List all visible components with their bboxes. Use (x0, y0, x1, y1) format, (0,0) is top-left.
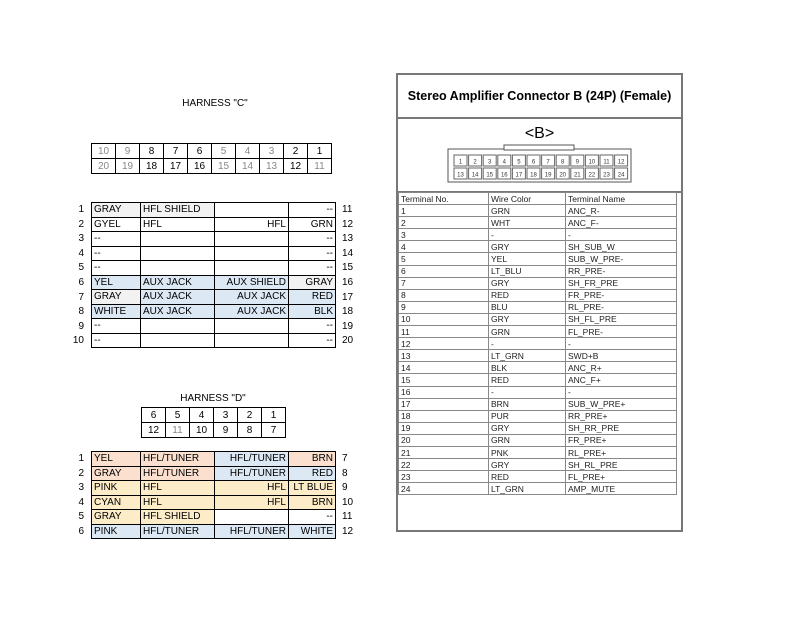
harness-d-pin-grid (141, 407, 286, 438)
wire-color-cell: RED (489, 374, 566, 386)
function-cell: HFL (141, 481, 215, 496)
terminal-name-cell: RL_PRE- (566, 301, 677, 313)
wire-color-cell: RED (289, 290, 336, 305)
harness-row-number-right: 12 (342, 526, 354, 537)
pin-cell: 4 (190, 408, 214, 423)
terminal-no-cell: 10 (399, 313, 489, 325)
pin-cell: 2 (238, 408, 262, 423)
function-cell: AUX JACK (141, 275, 215, 290)
harness-row-number-left: 3 (78, 233, 84, 245)
terminal-name-cell: FL_PRE- (566, 326, 677, 338)
harness-row-number-right: 7 (342, 453, 348, 464)
harness-row-number-right: 8 (342, 467, 348, 479)
harness-row-number-right: 18 (342, 306, 354, 318)
terminal-name-cell: FL_PRE+ (566, 471, 677, 483)
terminal-name-cell: ANC_F+ (566, 374, 677, 386)
connector-pin-label: 19 (544, 172, 552, 179)
terminal-name-cell: RR_PRE- (566, 265, 677, 277)
harness-row-number-left: 3 (78, 482, 84, 494)
harness-c-pins-top (92, 144, 332, 159)
wire-color-cell: GRY (489, 422, 566, 434)
wire-color-cell: -- (289, 246, 336, 261)
wire-color-cell: - (489, 229, 566, 241)
function-cell: AUX SHIELD (215, 275, 289, 290)
harness-row-number-left: 4 (78, 496, 84, 508)
terminal-no-cell: 5 (399, 253, 489, 265)
terminal-name-cell: FR_PRE- (566, 289, 677, 301)
terminal-name-cell: FR_PRE+ (566, 434, 677, 446)
pin-cell: 18 (140, 159, 164, 174)
pin-cell: 5 (166, 408, 190, 423)
connector-pin-label: 21 (573, 172, 581, 179)
wire-color-cell: - (489, 338, 566, 350)
pin-cell: 20 (92, 159, 116, 174)
wire-color-cell: GRN (289, 217, 336, 232)
wire-color-cell: -- (289, 333, 336, 348)
table-row (399, 446, 677, 458)
function-cell (215, 333, 289, 348)
header-wire-color: Wire Color (489, 193, 566, 205)
table-row (399, 398, 677, 410)
terminal-no-cell: 3 (399, 229, 489, 241)
harness-row-number-left: 4 (78, 247, 84, 259)
wire-color-cell: PNK (489, 446, 566, 458)
wire-color-cell: WHT (489, 217, 566, 229)
harness-row-number-left: 9 (78, 320, 84, 332)
table-row (399, 410, 677, 422)
function-cell (215, 510, 289, 525)
wire-color-cell: BLK (289, 304, 336, 319)
connector-pin-label: 4 (502, 159, 506, 166)
connector-pin-label: 14 (471, 172, 479, 179)
harness-row-number-right: 9 (342, 482, 348, 494)
terminal-name-cell: SH_RL_PRE (566, 459, 677, 471)
header-terminal-no: Terminal No. (399, 193, 489, 205)
harness-row-number-left: 1 (78, 204, 84, 215)
function-cell: HFL/TUNER (141, 524, 215, 539)
harness-row-number-right: 20 (342, 335, 354, 347)
terminal-no-cell: 17 (399, 398, 489, 410)
header-terminal-name: Terminal Name (566, 193, 677, 205)
wire-color-cell: YEL (92, 452, 141, 467)
pin-cell: 2 (284, 144, 308, 159)
pin-cell: 11 (166, 423, 190, 438)
harness-row-number-right: 12 (342, 218, 354, 230)
pin-cell: 5 (212, 144, 236, 159)
wire-color-cell: -- (289, 232, 336, 247)
connector-b-title: Stereo Amplifier Connector B (24P) (Female) (398, 75, 681, 119)
wire-color-cell: RED (489, 289, 566, 301)
wire-color-cell: GYEL (92, 217, 141, 232)
table-row (399, 338, 677, 350)
function-cell (141, 261, 215, 276)
terminal-table-header (399, 193, 677, 205)
wire-color-cell: -- (289, 203, 336, 218)
harness-row-number-left: 10 (72, 335, 84, 347)
table-row (399, 241, 677, 253)
function-cell: HFL SHIELD (141, 510, 215, 525)
wire-color-cell: LT_GRN (489, 483, 566, 495)
table-row (92, 319, 336, 334)
connector-pin-label: 18 (530, 172, 537, 179)
table-row (92, 452, 336, 467)
table-row (92, 290, 336, 305)
wire-color-cell: GRAY (92, 510, 141, 525)
table-row (92, 510, 336, 525)
pin-cell: 15 (212, 159, 236, 174)
harness-c-pins-bottom (92, 159, 332, 174)
function-cell (141, 333, 215, 348)
wire-color-cell: GRAY (92, 203, 141, 218)
wire-color-cell: -- (289, 261, 336, 276)
wire-color-cell: BRN (289, 452, 336, 467)
wire-color-cell: CYAN (92, 495, 141, 510)
connector-pin-label: 20 (559, 172, 567, 179)
function-cell: HFL (215, 495, 289, 510)
harness-row-number-left: 6 (78, 526, 84, 537)
terminal-name-cell: AMP_MUTE (566, 483, 677, 495)
harness-row-number-right: 17 (342, 291, 354, 303)
wire-color-cell: GRAY (92, 290, 141, 305)
terminal-no-cell: 15 (399, 374, 489, 386)
table-row (92, 203, 336, 218)
wire-color-cell: BLK (489, 362, 566, 374)
pin-cell: 12 (142, 423, 166, 438)
table-row (399, 205, 677, 217)
terminal-name-cell: - (566, 338, 677, 350)
connector-pin-label: 5 (517, 159, 521, 166)
table-row (399, 277, 677, 289)
table-row (399, 253, 677, 265)
harness-d-title: HARNESS "D" (180, 393, 246, 404)
wire-color-cell: -- (289, 510, 336, 525)
function-cell: HFL/TUNER (215, 466, 289, 481)
table-row (399, 350, 677, 362)
pin-cell: 1 (262, 408, 286, 423)
table-row (399, 313, 677, 325)
function-cell: HFL (215, 481, 289, 496)
connector-pin-label: 24 (617, 172, 625, 179)
function-cell: HFL SHIELD (141, 203, 215, 218)
terminal-name-cell: ANC_F- (566, 217, 677, 229)
terminal-no-cell: 14 (399, 362, 489, 374)
connector-b-panel (396, 73, 683, 532)
wire-color-cell: -- (92, 261, 141, 276)
harness-row-number-left: 5 (78, 511, 84, 523)
connector-pin-label: 22 (588, 172, 596, 179)
harness-c-title: HARNESS "C" (182, 98, 248, 109)
harness-row-number-right: 16 (342, 277, 354, 288)
harness-row-number-left: 8 (78, 306, 84, 318)
table-row (92, 217, 336, 232)
harness-row-number-right: 15 (342, 262, 354, 274)
connector-pin-label: 23 (603, 172, 610, 179)
wire-color-cell: LT_GRN (489, 350, 566, 362)
table-row (399, 289, 677, 301)
harness-row-number-right: 10 (342, 496, 354, 508)
table-row (399, 434, 677, 446)
wire-color-cell: PUR (489, 410, 566, 422)
wire-color-cell: -- (92, 232, 141, 247)
wire-color-cell: GRY (489, 313, 566, 325)
connector-pin-label: 7 (546, 159, 550, 166)
terminal-no-cell: 22 (399, 459, 489, 471)
wire-color-cell: GRY (489, 277, 566, 289)
wire-color-cell: WHITE (92, 304, 141, 319)
pin-cell: 17 (164, 159, 188, 174)
connector-pin-label: 11 (603, 159, 610, 166)
wire-color-cell: GRY (489, 459, 566, 471)
table-row (92, 246, 336, 261)
table-row (399, 265, 677, 277)
pin-cell: 8 (140, 144, 164, 159)
terminal-name-cell: SUB_W_PRE- (566, 253, 677, 265)
table-row (399, 301, 677, 313)
table-row (399, 217, 677, 229)
harness-d-pins-bottom (142, 423, 286, 438)
pin-cell: 9 (214, 423, 238, 438)
pin-cell: 7 (262, 423, 286, 438)
wire-color-cell: GRN (489, 326, 566, 338)
connector-b-label: <B> (524, 125, 555, 142)
harness-grid (91, 451, 336, 539)
table-row (92, 232, 336, 247)
terminal-no-cell: 8 (399, 289, 489, 301)
terminal-name-cell: ANC_R- (566, 205, 677, 217)
terminal-no-cell: 6 (399, 265, 489, 277)
table-row (92, 333, 336, 348)
function-cell (141, 232, 215, 247)
wire-color-cell: GRAY (289, 275, 336, 290)
function-cell: AUX JACK (215, 290, 289, 305)
pin-cell: 3 (214, 408, 238, 423)
function-cell: HFL (215, 217, 289, 232)
table-row (399, 374, 677, 386)
function-cell: AUX JACK (141, 290, 215, 305)
pin-cell: 6 (142, 408, 166, 423)
wire-color-cell: GRN (489, 434, 566, 446)
wire-color-cell: PINK (92, 481, 141, 496)
terminal-no-cell: 7 (399, 277, 489, 289)
harness-row-number-right: 14 (342, 247, 354, 259)
harness-row-number-left: 2 (78, 218, 84, 230)
harness-row-number-right: 13 (342, 233, 354, 245)
function-cell (215, 203, 289, 218)
table-row (399, 459, 677, 471)
pin-cell: 1 (308, 144, 332, 159)
connector-pin-label: 1 (458, 159, 463, 166)
connector-pin-label: 12 (617, 159, 625, 166)
pin-cell: 14 (236, 159, 260, 174)
wire-color-cell: GRN (489, 205, 566, 217)
wire-color-cell: -- (92, 319, 141, 334)
function-cell (215, 319, 289, 334)
terminal-no-cell: 12 (399, 338, 489, 350)
table-row (399, 229, 677, 241)
connector-pin-label: 2 (473, 159, 477, 166)
wire-color-cell: PINK (92, 524, 141, 539)
wire-color-cell: BLU (489, 301, 566, 313)
harness-row-number-left: 5 (78, 262, 84, 274)
pin-cell: 11 (308, 159, 332, 174)
terminal-name-cell: SH_FL_PRE (566, 313, 677, 325)
function-cell (215, 232, 289, 247)
connector-pin-label: 15 (486, 172, 494, 179)
pin-cell: 9 (116, 144, 140, 159)
connector-pin-label: 13 (457, 172, 464, 179)
pin-cell: 8 (238, 423, 262, 438)
terminal-no-cell: 2 (399, 217, 489, 229)
harness-c-pin-grid (91, 143, 332, 174)
wire-color-cell: BRN (489, 398, 566, 410)
wire-color-cell: WHITE (289, 524, 336, 539)
table-row (399, 483, 677, 495)
table-row (399, 386, 677, 398)
terminal-name-cell: SH_SUB_W (566, 241, 677, 253)
function-cell: HFL (141, 217, 215, 232)
pin-cell: 6 (188, 144, 212, 159)
table-row (92, 304, 336, 319)
table-row (92, 275, 336, 290)
terminal-name-cell: - (566, 386, 677, 398)
terminal-no-cell: 18 (399, 410, 489, 422)
table-row (92, 495, 336, 510)
connector-b-diagram (398, 119, 681, 193)
wire-color-cell: GRY (489, 241, 566, 253)
harness-grid (91, 202, 336, 348)
pin-cell: 7 (164, 144, 188, 159)
wire-color-cell: YEL (489, 253, 566, 265)
wire-color-cell: - (489, 386, 566, 398)
terminal-name-cell: RR_PRE+ (566, 410, 677, 422)
connector-pin-label: 16 (500, 172, 508, 179)
function-cell: HFL/TUNER (215, 452, 289, 467)
wire-color-cell: GRAY (92, 466, 141, 481)
harness-row-number-right: 19 (342, 320, 354, 332)
table-row (92, 466, 336, 481)
connector-b-terminal-table (398, 192, 677, 495)
wire-color-cell: -- (92, 246, 141, 261)
function-cell (215, 246, 289, 261)
connector-pin-label: 9 (575, 159, 579, 166)
function-cell: HFL/TUNER (215, 524, 289, 539)
connector-pin-label: 3 (488, 159, 492, 166)
terminal-no-cell: 4 (399, 241, 489, 253)
pin-cell: 16 (188, 159, 212, 174)
pin-cell: 3 (260, 144, 284, 159)
table-row (92, 524, 336, 539)
terminal-no-cell: 13 (399, 350, 489, 362)
function-cell: HFL/TUNER (141, 452, 215, 467)
terminal-no-cell: 23 (399, 471, 489, 483)
terminal-no-cell: 20 (399, 434, 489, 446)
pin-cell: 4 (236, 144, 260, 159)
wire-color-cell: YEL (92, 275, 141, 290)
wire-color-cell: BRN (289, 495, 336, 510)
terminal-name-cell: - (566, 229, 677, 241)
harness-row-number-left: 6 (78, 277, 84, 288)
function-cell (141, 319, 215, 334)
terminal-name-cell: ANC_R+ (566, 362, 677, 374)
wire-color-cell: LT_BLU (489, 265, 566, 277)
terminal-name-cell: SH_RR_PRE (566, 422, 677, 434)
harness-row-number-left: 2 (78, 467, 84, 479)
terminal-no-cell: 19 (399, 422, 489, 434)
function-cell: HFL/TUNER (141, 466, 215, 481)
function-cell: AUX JACK (141, 304, 215, 319)
terminal-no-cell: 11 (399, 326, 489, 338)
pin-cell: 12 (284, 159, 308, 174)
terminal-no-cell: 16 (399, 386, 489, 398)
terminal-name-cell: RL_PRE+ (566, 446, 677, 458)
harness-row-number-left: 7 (78, 291, 84, 303)
wire-color-cell: RED (289, 466, 336, 481)
connector-pin-label: 8 (561, 159, 565, 166)
pin-cell: 10 (190, 423, 214, 438)
pin-cell: 13 (260, 159, 284, 174)
harness-row-number-right: 11 (342, 204, 353, 215)
pin-cell: 10 (92, 144, 116, 159)
function-cell: AUX JACK (215, 304, 289, 319)
table-row (399, 362, 677, 374)
table-row (92, 481, 336, 496)
table-row (399, 471, 677, 483)
terminal-name-cell: SUB_W_PRE+ (566, 398, 677, 410)
table-row (399, 326, 677, 338)
terminal-name-cell: SWD+B (566, 350, 677, 362)
harness-row-number-right: 11 (342, 511, 353, 523)
function-cell (141, 246, 215, 261)
terminal-no-cell: 9 (399, 301, 489, 313)
connector-pin-label: 10 (588, 159, 596, 166)
terminal-no-cell: 1 (399, 205, 489, 217)
terminal-no-cell: 24 (399, 483, 489, 495)
terminal-name-cell: SH_FR_PRE (566, 277, 677, 289)
table-row (399, 422, 677, 434)
harness-row-number-left: 1 (78, 453, 84, 464)
wire-color-cell: -- (289, 319, 336, 334)
harness-d-pins-top (142, 408, 286, 423)
pin-cell: 19 (116, 159, 140, 174)
terminal-no-cell: 21 (399, 446, 489, 458)
function-cell: HFL (141, 495, 215, 510)
connector-face-diagram (398, 119, 681, 191)
connector-pin-label: 6 (531, 159, 536, 166)
table-row (92, 261, 336, 276)
function-cell (215, 261, 289, 276)
wire-color-cell: LT BLUE (289, 481, 336, 496)
wire-color-cell: -- (92, 333, 141, 348)
wire-color-cell: RED (489, 471, 566, 483)
connector-pin-label: 17 (515, 172, 523, 179)
